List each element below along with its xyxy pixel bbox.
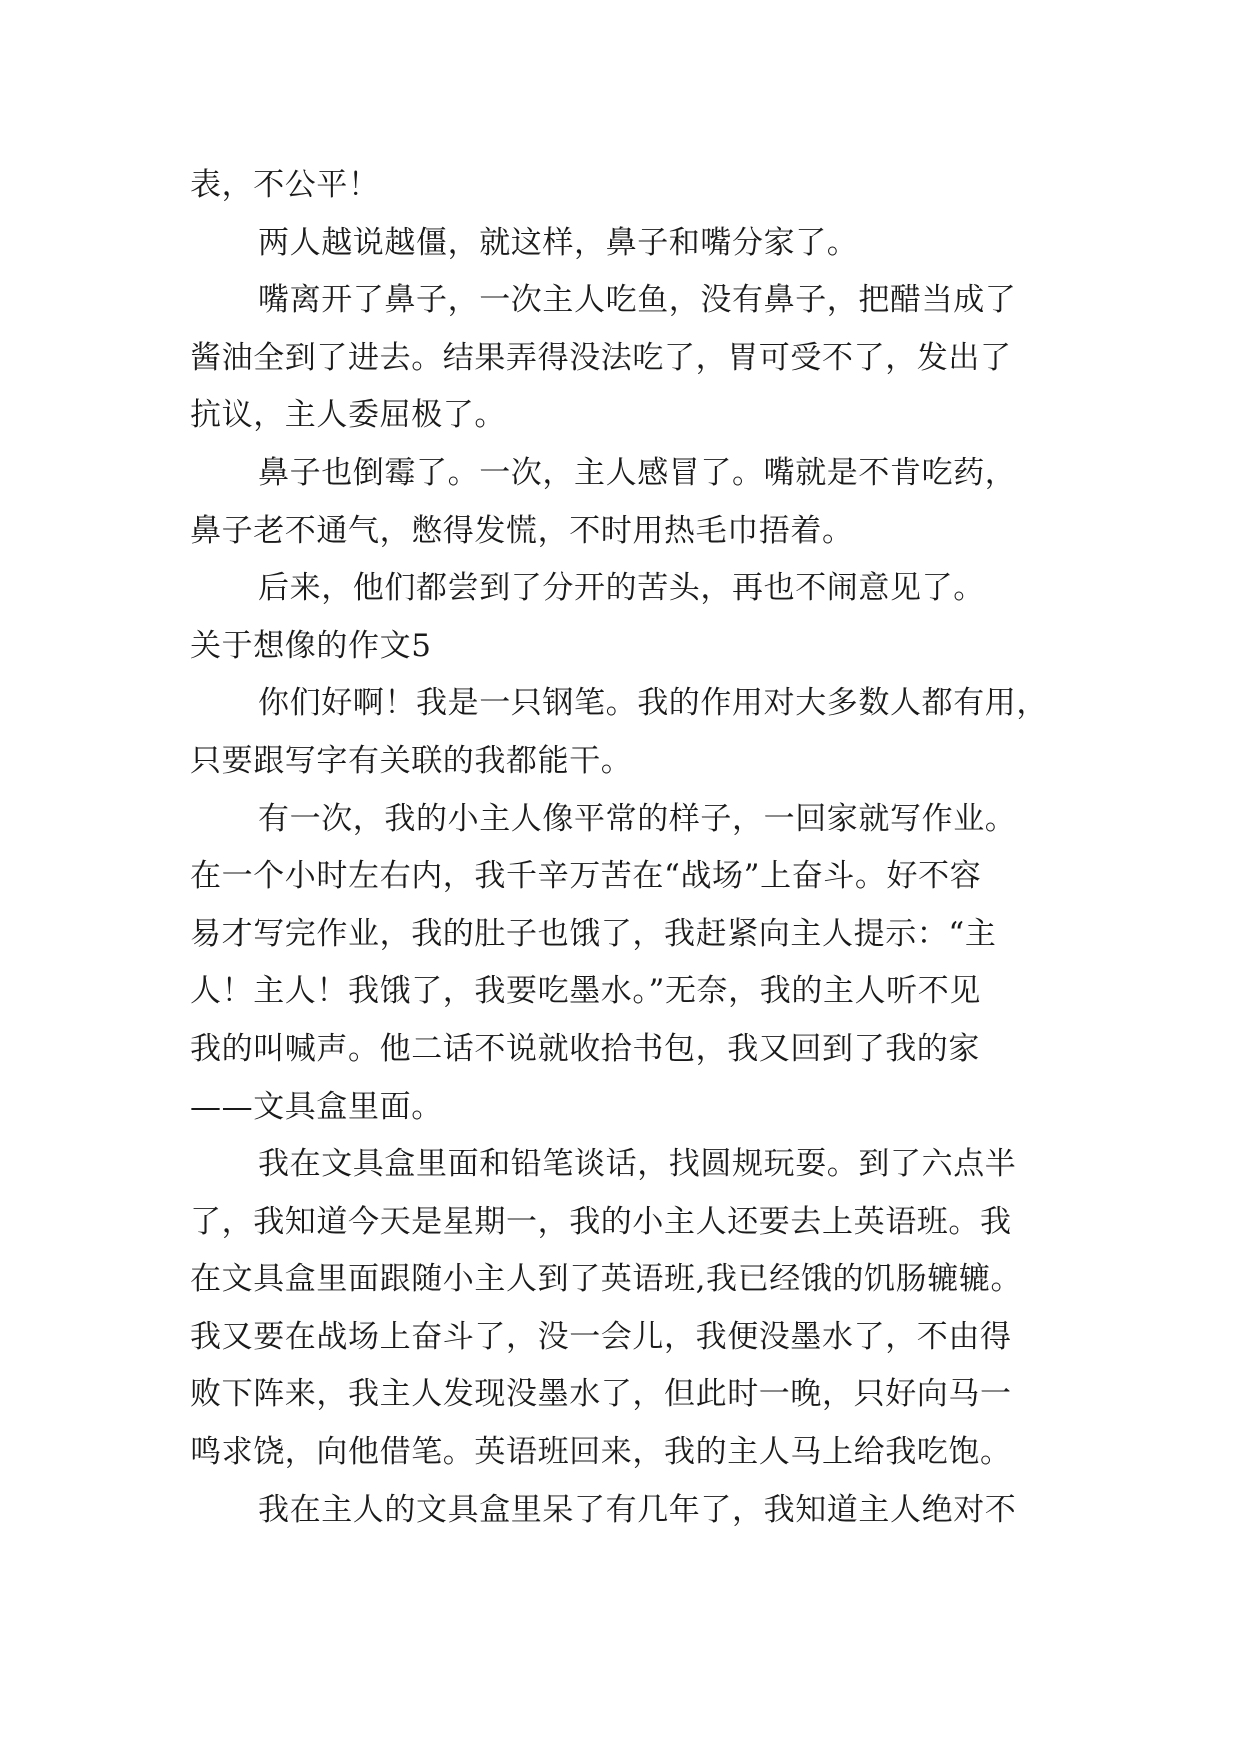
text-line: 在一个小时左右内，我千辛万苦在“战场”上奋斗。好不容 bbox=[190, 858, 982, 895]
paragraph-first-line: 鼻子也倒霉了。一次，主人感冒了。嘴就是不肯吃药， bbox=[258, 454, 1017, 491]
paragraph-first-line: 我在主人的文具盒里呆了有几年了，我知道主人绝对不 bbox=[258, 1491, 1017, 1528]
paragraph-first-line: 我在文具盒里面和铅笔谈话，找圆规玩耍。到了六点半 bbox=[258, 1146, 1017, 1183]
text-line: 酱油全到了进去。结果弄得没法吃了，胃可受不了，发出了 bbox=[190, 339, 1012, 376]
text-line: 败下阵来，我主人发现没墨水了，但此时一晚，只好向马一 bbox=[190, 1376, 1012, 1413]
paragraph-first-line: 你们好啊！我是一只钢笔。我的作用对大多数人都有用， bbox=[258, 685, 1048, 722]
text-line: 抗议，主人委屈极了。 bbox=[190, 397, 506, 434]
text-line: 鼻子老不通气，憋得发慌，不时用热毛巾捂着。 bbox=[190, 512, 854, 549]
paragraph-first-line: 有一次，我的小主人像平常的样子，一回家就写作业。 bbox=[258, 800, 1017, 837]
document-body bbox=[190, 157, 1070, 1539]
text-line: 易才写完作业，我的肚子也饿了，我赶紧向主人提示：“主 bbox=[190, 915, 997, 952]
text-line: ——文具盒里面。 bbox=[190, 1088, 443, 1125]
text-line: 我又要在战场上奋斗了，没一会儿，我便没墨水了，不由得 bbox=[190, 1318, 1012, 1355]
text-line: 我的叫喊声。他二话不说就收拾书包，我又回到了我的家 bbox=[190, 1030, 980, 1067]
text-line: 在文具盒里面跟随小主人到了英语班,我已经饿的饥肠辘辘。 bbox=[190, 1261, 1023, 1298]
text-line: 只要跟写字有关联的我都能干。 bbox=[190, 742, 633, 779]
paragraph-first-line: 两人越说越僵，就这样，鼻子和嘴分家了。 bbox=[258, 224, 859, 261]
section-heading: 关于想像的作文5 bbox=[190, 627, 432, 664]
paragraph-first-line: 后来，他们都尝到了分开的苦头，再也不闹意见了。 bbox=[258, 570, 985, 607]
text-line: 人！主人！我饿了，我要吃墨水。”无奈，我的主人听不见 bbox=[190, 973, 981, 1010]
text-line: 了，我知道今天是星期一，我的小主人还要去上英语班。我 bbox=[190, 1203, 1012, 1240]
paragraph-first-line: 嘴离开了鼻子，一次主人吃鱼，没有鼻子，把醋当成了 bbox=[258, 282, 1017, 319]
text-line: 表，不公平！ bbox=[190, 167, 380, 203]
text-line: 鸣求饶，向他借笔。英语班回来，我的主人马上给我吃饱。 bbox=[190, 1434, 1012, 1471]
